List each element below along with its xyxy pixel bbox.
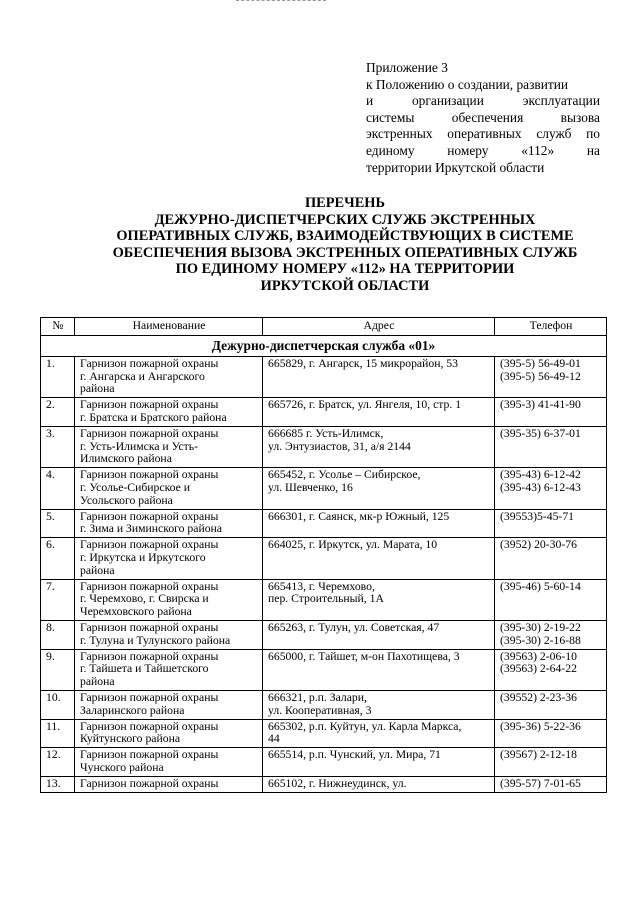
row-name-line: Гарнизон пожарной охраны — [80, 579, 219, 593]
row-number — [41, 426, 75, 467]
row-name — [75, 579, 263, 620]
table-row — [41, 538, 607, 579]
row-number — [41, 649, 75, 690]
row-number-text: 1. — [46, 356, 55, 370]
row-phone-line: (39553)5-45-71 — [500, 509, 575, 523]
header-num: № — [41, 318, 75, 336]
row-name-line: Гарнизон пожарной охраны — [80, 690, 219, 704]
row-phone-line: (39567) 2-12-18 — [500, 748, 577, 762]
row-address — [263, 719, 495, 748]
row-name-line: Гарнизон пожарной охраны — [80, 620, 219, 634]
row-name-line: района — [80, 563, 115, 577]
row-phone-line: (39563) 2-06-10 — [500, 649, 577, 663]
row-number — [41, 468, 75, 509]
row-address-line: 665302, р.п. Куйтун, ул. Карла Маркса, — [268, 719, 462, 733]
row-number — [41, 748, 75, 777]
appendix-line: экстренных оперативных служб по — [366, 126, 600, 142]
row-name — [75, 690, 263, 719]
row-phone — [495, 398, 607, 427]
row-address — [263, 426, 495, 467]
row-phone-line: (395-43) 6-12-43 — [500, 480, 581, 494]
row-phone-line: (395-5) 56-49-12 — [500, 369, 581, 383]
row-phone — [495, 356, 607, 397]
row-address-line: 665829, г. Ангарск, 15 микрорайон, 53 — [268, 356, 458, 370]
row-phone-line: (395-5) 56-49-01 — [500, 356, 581, 370]
row-name-line: Чунского района — [80, 760, 164, 774]
row-name-line: г. Тайшета и Тайшетского — [80, 662, 209, 676]
row-name-line: г. Тулуна и Тулунского района — [80, 633, 231, 647]
table-header-row — [41, 318, 607, 336]
row-address-line: пер. Строительный, 1А — [268, 592, 384, 606]
row-number-text: 6. — [46, 538, 55, 552]
row-address-line: 665514, р.п. Чунский, ул. Мира, 71 — [268, 748, 441, 762]
row-number — [41, 776, 75, 792]
row-address-line: 665413, г. Черемхово, — [268, 579, 375, 593]
row-name — [75, 719, 263, 748]
row-name-line: Илимского района — [80, 452, 172, 466]
row-address — [263, 398, 495, 427]
row-phone-line: (395-46) 5-60-14 — [500, 579, 581, 593]
row-address-line: 665263, г. Тулун, ул. Советская, 47 — [268, 620, 440, 634]
table-row — [41, 509, 607, 538]
row-phone — [495, 719, 607, 748]
row-number-text: 11. — [46, 719, 61, 733]
heading-line: ДЕЖУРНО-ДИСПЕТЧЕРСКИХ СЛУЖБ ЭКСТРЕННЫХ — [154, 211, 536, 228]
row-address-line: 664025, г. Иркутск, ул. Марата, 10 — [268, 538, 438, 552]
row-name-line: Гарнизон пожарной охраны — [80, 776, 219, 790]
header-phone: Телефон — [495, 318, 607, 336]
row-number — [41, 620, 75, 649]
row-phone-line: (395-43) 6-12-42 — [500, 468, 581, 482]
row-address-line: ул. Кооперативная, 3 — [268, 703, 372, 717]
row-name — [75, 426, 263, 467]
row-phone — [495, 649, 607, 690]
row-phone — [495, 579, 607, 620]
row-name-line: г. Ангарска и Ангарского — [80, 369, 205, 383]
appendix-line: системы обеспечения вызова — [366, 109, 600, 125]
row-address — [263, 620, 495, 649]
row-number-text: 2. — [46, 398, 55, 412]
row-address-line: 44 — [268, 732, 280, 746]
row-name — [75, 468, 263, 509]
row-address — [263, 649, 495, 690]
row-phone-line: (3952) 20-30-76 — [500, 538, 577, 552]
table-row — [41, 719, 607, 748]
row-address-line: ул. Шевченко, 16 — [268, 480, 353, 494]
row-name-line: Гарнизон пожарной охраны — [80, 719, 219, 733]
row-address — [263, 538, 495, 579]
row-name-line: г. Черемхово, г. Свирска и — [80, 592, 209, 606]
row-phone-line: (39563) 2-64-22 — [500, 662, 577, 676]
table-row — [41, 579, 607, 620]
row-address-line: 666685 г. Усть-Илимск, — [268, 426, 384, 440]
scan-top-mark — [236, 0, 326, 2]
row-number-text: 7. — [46, 579, 55, 593]
appendix-line: территории Иркутской области — [366, 159, 545, 175]
row-name — [75, 398, 263, 427]
row-phone — [495, 620, 607, 649]
row-phone-line: (395-30) 2-19-22 — [500, 620, 581, 634]
row-name — [75, 538, 263, 579]
appendix-line: к Положению о создании, развитии — [366, 76, 569, 92]
row-phone — [495, 538, 607, 579]
row-name-line: Гарнизон пожарной охраны — [80, 398, 219, 412]
row-number — [41, 690, 75, 719]
row-name-line: Гарнизон пожарной охраны — [80, 426, 219, 440]
row-address — [263, 776, 495, 792]
row-name-line: Куйтунского района — [80, 732, 181, 746]
row-name-line: Гарнизон пожарной охраны — [80, 468, 219, 482]
table-row — [41, 776, 607, 792]
table-row — [41, 649, 607, 690]
row-name — [75, 649, 263, 690]
row-name — [75, 748, 263, 777]
row-number-text: 9. — [46, 649, 55, 663]
row-name — [75, 620, 263, 649]
row-address — [263, 468, 495, 509]
table-body — [41, 336, 607, 793]
row-number-text: 5. — [46, 509, 55, 523]
row-address — [263, 356, 495, 397]
heading-line: ПЕРЕЧЕНЬ — [304, 195, 386, 211]
row-name-line: г. Усть-Илимска и Усть- — [80, 439, 198, 453]
appendix-line: и организации эксплуатации — [366, 93, 600, 109]
row-name-line: Заларинского района — [80, 703, 185, 717]
appendix-line: единому номеру «112» на — [366, 142, 600, 158]
row-name-line: г. Иркутска и Иркутского — [80, 550, 206, 564]
row-address — [263, 690, 495, 719]
row-number-text: 13. — [46, 776, 61, 790]
row-address-line: 666321, р.п. Залари, — [268, 690, 367, 704]
row-address-line: ул. Энтузиастов, 31, а/я 2144 — [268, 439, 411, 453]
row-address-line: 666301, г. Саянск, мк-р Южный, 125 — [268, 509, 450, 523]
row-address — [263, 748, 495, 777]
row-number-text: 8. — [46, 620, 55, 634]
row-number — [41, 356, 75, 397]
row-phone — [495, 426, 607, 467]
row-phone-line: (395-35) 6-37-01 — [500, 426, 581, 440]
row-name-line: Гарнизон пожарной охраны — [80, 356, 219, 370]
table-row — [41, 620, 607, 649]
row-name-line: Черемховского района — [80, 605, 192, 619]
row-address — [263, 509, 495, 538]
row-name-line: г. Зима и Зиминского района — [80, 522, 222, 536]
services-table — [40, 317, 607, 793]
row-address — [263, 579, 495, 620]
heading-line: ОПЕРАТИВНЫХ СЛУЖБ, ВЗАИМОДЕЙСТВУЮЩИХ В СИСТЕМЕ — [116, 228, 574, 245]
row-name-line: г. Усолье-Сибирское и — [80, 480, 191, 494]
row-phone — [495, 690, 607, 719]
row-name-line: Гарнизон пожарной охраны — [80, 748, 219, 762]
header-name: Наименование — [75, 318, 263, 336]
heading-line: ОБЕСПЕЧЕНИЯ ВЫЗОВА ЭКСТРЕННЫХ ОПЕРАТИВНЫХ СЛУЖБ — [112, 244, 578, 261]
row-phone-line: (395-3) 41-41-90 — [500, 398, 581, 412]
row-name — [75, 776, 263, 792]
row-phone — [495, 748, 607, 777]
section-row — [41, 336, 607, 357]
row-name-line: района — [80, 382, 115, 396]
table-row — [41, 748, 607, 777]
row-phone-line: (395-30) 2-16-88 — [500, 633, 581, 647]
row-phone-line: (39552) 2-23-36 — [500, 690, 577, 704]
row-address-line: 665452, г. Усолье – Сибирское, — [268, 468, 421, 482]
document-heading — [100, 195, 590, 295]
row-name-line: г. Братска и Братского района — [80, 410, 227, 424]
row-number — [41, 398, 75, 427]
row-address-line: 665726, г. Братск, ул. Янгеля, 10, стр. 1 — [268, 398, 462, 412]
row-number — [41, 579, 75, 620]
row-phone-line: (395-57) 7-01-65 — [500, 776, 581, 790]
heading-line: ПО ЕДИНОМУ НОМЕРУ «112» НА ТЕРРИТОРИИ — [175, 261, 515, 278]
table-row — [41, 356, 607, 397]
heading-line: ИРКУТСКОЙ ОБЛАСТИ — [260, 277, 430, 294]
row-number — [41, 538, 75, 579]
header-address: Адрес — [263, 318, 495, 336]
row-name-line: Гарнизон пожарной охраны — [80, 538, 219, 552]
row-phone — [495, 468, 607, 509]
row-name-line: Усольского района — [80, 493, 173, 507]
row-number — [41, 509, 75, 538]
row-phone-line: (395-36) 5-22-36 — [500, 719, 581, 733]
table-row — [41, 426, 607, 467]
row-phone — [495, 776, 607, 792]
row-number-text: 3. — [46, 426, 55, 440]
row-name-line: Гарнизон пожарной охраны — [80, 509, 219, 523]
table-row — [41, 468, 607, 509]
row-number-text: 4. — [46, 468, 55, 482]
row-name — [75, 509, 263, 538]
row-name — [75, 356, 263, 397]
row-phone — [495, 509, 607, 538]
row-address-line: 665102, г. Нижнеудинск, ул. — [268, 776, 407, 790]
appendix-title: Приложение 3 — [366, 60, 448, 75]
row-address-line: 665000, г. Тайшет, м-он Пахотищева, 3 — [268, 649, 460, 663]
row-number — [41, 719, 75, 748]
row-name-line: района — [80, 675, 115, 689]
row-number-text: 10. — [46, 690, 61, 704]
appendix-block — [366, 60, 600, 176]
table-row — [41, 690, 607, 719]
row-number-text: 12. — [46, 748, 61, 762]
table-row — [41, 398, 607, 427]
row-name-line: Гарнизон пожарной охраны — [80, 649, 219, 663]
section-title: Дежурно-диспетчерская служба «01» — [41, 336, 607, 357]
